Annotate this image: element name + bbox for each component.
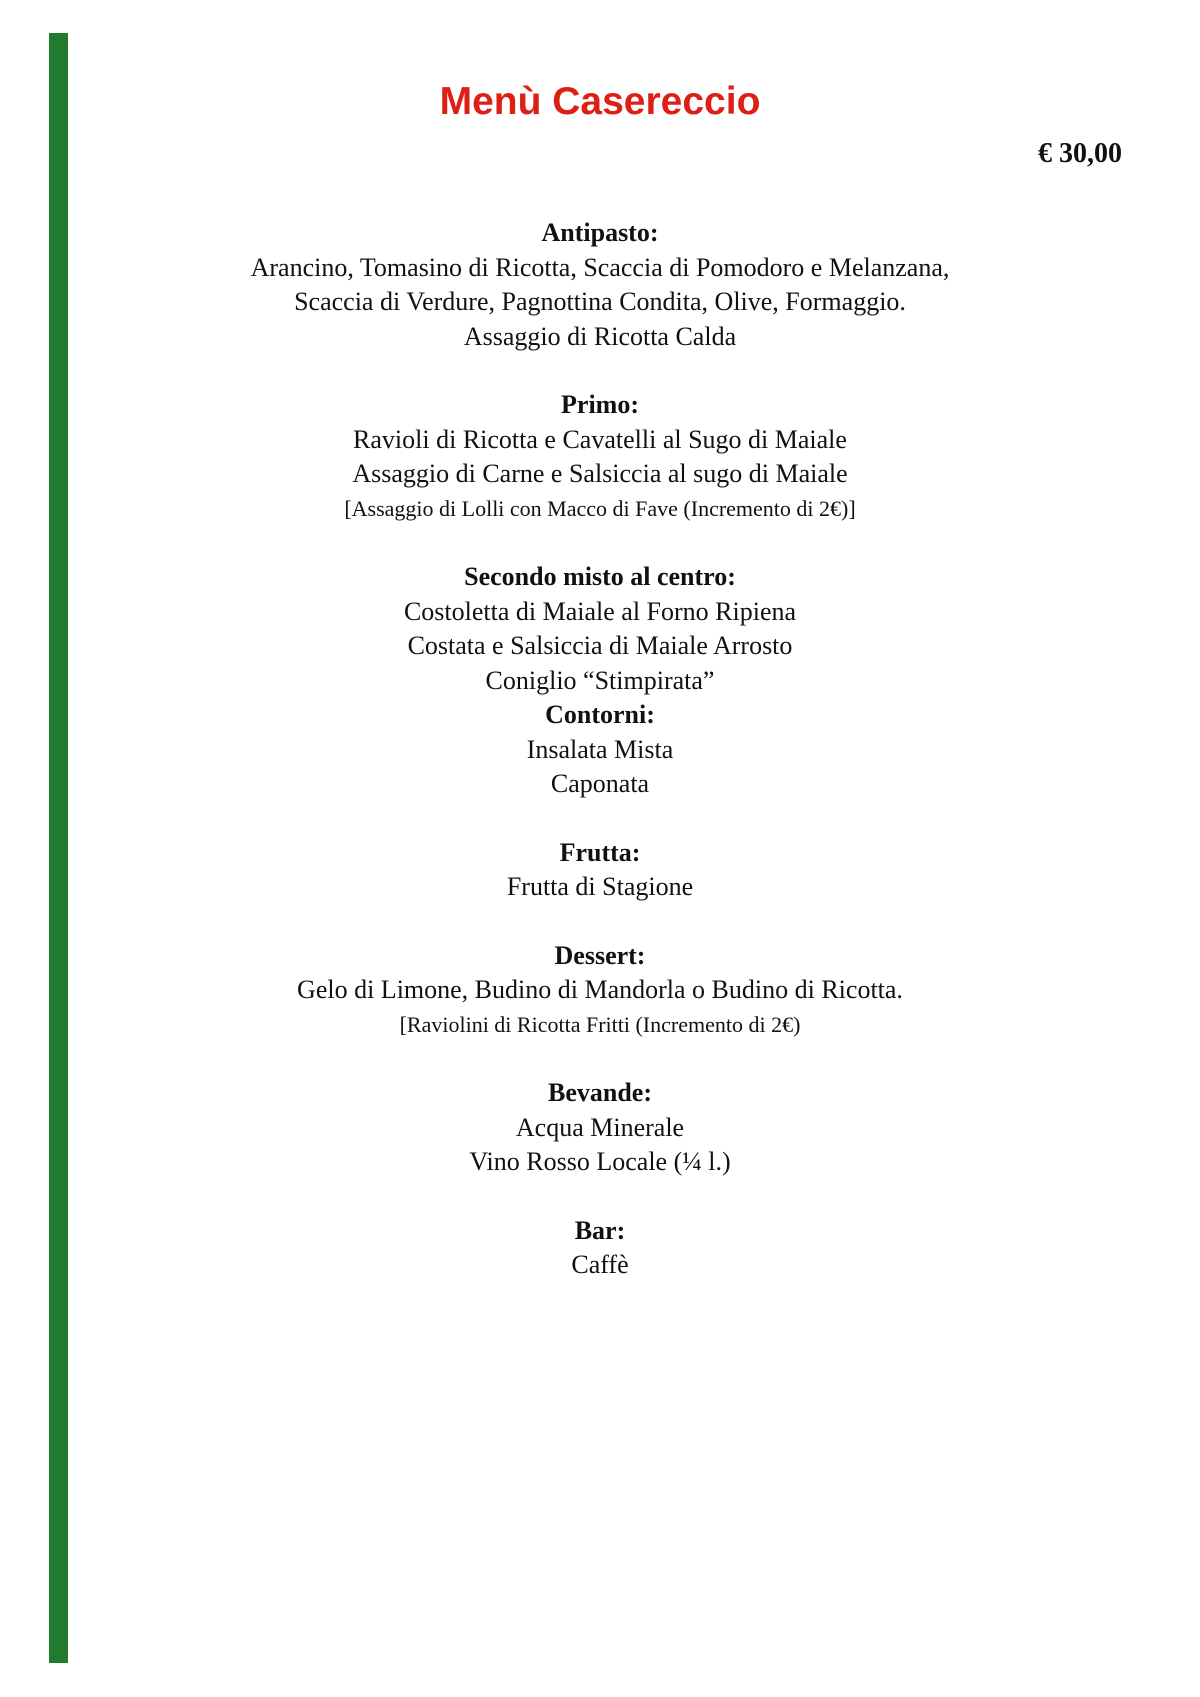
section-antipasto [0, 216, 1200, 354]
menu-item: Assaggio di Ricotta Calda [463, 321, 737, 351]
section-spacer [0, 526, 1200, 560]
menu-item: Insalata Mista [526, 734, 674, 764]
section-bar [0, 1214, 1200, 1283]
menu-note: [Assaggio di Lolli con Macco di Fave (Incremento di 2€)] [344, 495, 856, 521]
section-heading: Frutta: [559, 837, 641, 867]
menu-item: Ravioli di Ricotta e Cavatelli al Sugo di Maiale [353, 424, 847, 454]
section-heading: Antipasto: [541, 218, 659, 247]
section-frutta [0, 836, 1200, 905]
section-spacer [0, 354, 1200, 388]
menu-body [0, 216, 1200, 1283]
menu-item: Vino Rosso Locale (¼ l.) [469, 1147, 731, 1176]
menu-title: Menù Casereccio [439, 80, 761, 123]
menu-item: Costata e Salsiccia di Maiale Arrosto [407, 631, 793, 660]
section-heading: Dessert: [554, 940, 646, 970]
menu-item: Gelo di Limone, Budino di Mandorla o Budino di Ricotta. [297, 975, 903, 1004]
menu-item: Caffè [571, 1250, 629, 1279]
section-heading: Bevande: [548, 1078, 652, 1107]
section-heading: Contorni: [545, 700, 655, 729]
section-primo [0, 388, 1200, 526]
section-spacer [0, 905, 1200, 939]
section-heading: Bar: [574, 1215, 626, 1245]
menu-item: Costoletta di Maiale al Forno Ripiena [403, 596, 797, 626]
menu-item: Caponata [550, 769, 650, 798]
menu-item: Acqua Minerale [515, 1112, 685, 1142]
menu-item: Scaccia di Verdure, Pagnottina Condita, Olive, Formaggio. [294, 287, 906, 316]
section-heading: Primo: [561, 390, 639, 419]
menu-item: Frutta di Stagione [506, 872, 694, 901]
menu-item: Arancino, Tomasino di Ricotta, Scaccia di Pomodoro e Melanzana, [250, 252, 950, 282]
section-bevande [0, 1076, 1200, 1180]
section-heading: Secondo misto al centro: [464, 562, 736, 591]
section-spacer [0, 1042, 1200, 1076]
menu-item: Assaggio di Carne e Salsiccia al sugo di Maiale [352, 459, 848, 488]
section-contorni [0, 698, 1200, 802]
menu-note: [Raviolini di Ricotta Fritti (Incremento di 2€) [399, 1011, 801, 1037]
menu-item: Coniglio “Stimpirata” [485, 665, 715, 695]
section-spacer [0, 1180, 1200, 1214]
section-secondo [0, 560, 1200, 698]
section-dessert [0, 939, 1200, 1043]
menu-price: € 30,00 [1038, 138, 1122, 169]
section-spacer [0, 802, 1200, 836]
